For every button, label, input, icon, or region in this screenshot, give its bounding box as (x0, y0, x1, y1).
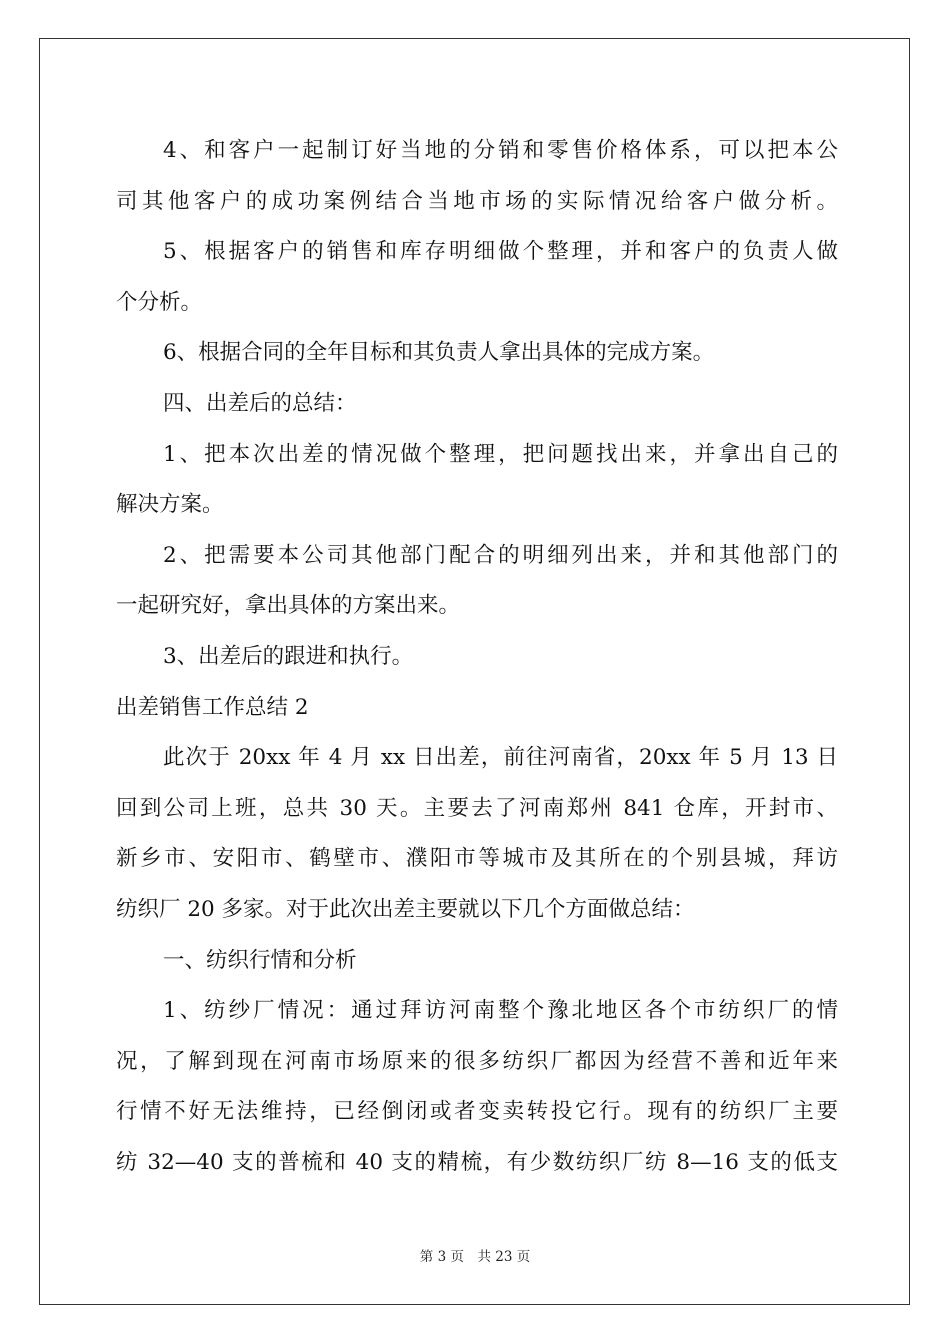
paragraph-line: 纺织厂 20 多家。对于此次出差主要就以下几个方面做总结： (116, 896, 695, 922)
paragraph-line: 况，了解到现在河南市场原来的很多纺织厂都因为经营不善和近年来 (116, 1048, 838, 1074)
page-number-footer: 第 3 页 共 23 页 (419, 1249, 531, 1265)
paragraph-line: 一起研究好，拿出具体的方案出来。 (116, 593, 461, 619)
section-heading: 四、出差后的总结： (163, 390, 357, 416)
document-body (116, 126, 838, 1188)
paragraph-line: 解决方案。 (116, 492, 224, 518)
paragraph-line: 司其他客户的成功案例结合当地市场的实际情况给客户做分析。 (116, 188, 838, 214)
paragraph-line: 行情不好无法维持，已经倒闭或者变卖转投它行。现有的纺织厂主要 (116, 1099, 838, 1125)
paragraph-line: 5、根据客户的销售和库存明细做个整理，并和客户的负责人做 (163, 239, 838, 265)
paragraph-line: 1、把本次出差的情况做个整理，把问题找出来，并拿出自己的 (163, 441, 838, 467)
paragraph-line: 纺 32—40 支的普梳和 40 支的精梳，有少数纺织厂纺 8—16 支的低支 (116, 1149, 838, 1175)
paragraph-line: 3、出差后的跟进和执行。 (163, 643, 414, 669)
section-heading: 一、纺织行情和分析 (163, 947, 357, 973)
paragraph-line: 新乡市、安阳市、鹤壁市、濮阳市等城市及其所在的个别县城，拜访 (116, 846, 838, 872)
paragraph-line: 此次于 20xx 年 4 月 xx 日出差，前往河南省，20xx 年 5 月 13 日 (163, 745, 838, 771)
document-title: 出差销售工作总结 2 (116, 694, 309, 720)
paragraph-line: 4、和客户一起制订好当地的分销和零售价格体系，可以把本公 (163, 138, 838, 163)
paragraph-line: 个分析。 (116, 289, 203, 315)
paragraph-line: 回到公司上班，总共 30 天。主要去了河南郑州 841 仓库，开封市、 (116, 795, 838, 821)
paragraph-line: 1、纺纱厂情况：通过拜访河南整个豫北地区各个市纺织厂的情 (163, 998, 838, 1024)
paragraph-line: 2、把需要本公司其他部门配合的明细列出来，并和其他部门的 (163, 542, 838, 568)
paragraph-line: 6、根据合同的全年目标和其负责人拿出具体的完成方案。 (163, 340, 715, 366)
